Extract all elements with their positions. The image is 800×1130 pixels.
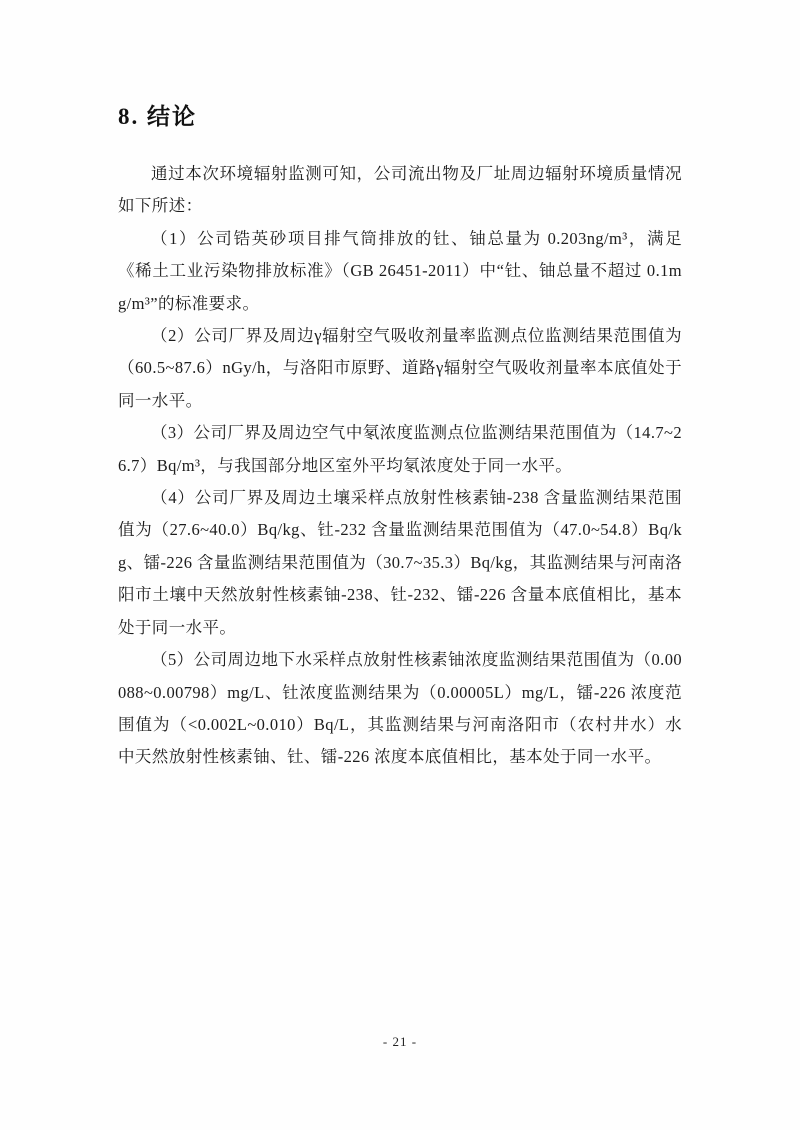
conclusion-item-1: （1）公司锆英砂项目排气筒排放的钍、铀总量为 0.203ng/m³，满足《稀土工业污染物排放标准》（GB 26451-2011）中“钍、铀总量不超过 0.1mg/m³”的标准要求。 — [118, 228, 682, 313]
conclusion-item-2: （2）公司厂界及周边γ辐射空气吸收剂量率监测点位监测结果范围值为（60.5~87.6）nGy/h，与洛阳市原野、道路γ辐射空气吸收剂量率本底值处于同一水平。 — [118, 326, 682, 410]
page-number: - 21 - — [382, 1034, 418, 1049]
intro-paragraph: 通过本次环境辐射监测可知，公司流出物及厂址周边辐射环境质量情况如下所述： — [118, 164, 682, 216]
document-body — [118, 158, 682, 774]
conclusion-item-5: （5）公司周边地下水采样点放射性核素铀浓度监测结果范围值为（0.00088~0.00798）mg/L、钍浓度监测结果为（0.00005L）mg/L，镭-226 浓度范围值为（<0.002L~0.010）Bq/L，其监测结果与河南洛阳市（农村井水）水中天然放射性核素铀、钍、镭-226 浓度本底值相比，基本处于同一水平。 — [118, 650, 682, 767]
conclusion-item-3: （3）公司厂界及周边空气中氡浓度监测点位监测结果范围值为（14.7~26.7）Bq/m³，与我国部分地区室外平均氡浓度处于同一水平。 — [118, 423, 682, 475]
section-heading: 8. 结论 — [118, 104, 197, 129]
conclusion-item-4: （4）公司厂界及周边土壤采样点放射性核素铀-238 含量监测结果范围值为（27.6~40.0）Bq/kg、钍-232 含量监测结果范围值为（47.0~54.8）Bq/kg、镭-226 含量监测结果范围值为（30.7~35.3）Bq/kg，其监测结果与河南洛阳市土壤中天然放射性核素铀-238、钍-232、镭-226 含量本底值相比，基本处于同一水平。 — [118, 488, 682, 637]
